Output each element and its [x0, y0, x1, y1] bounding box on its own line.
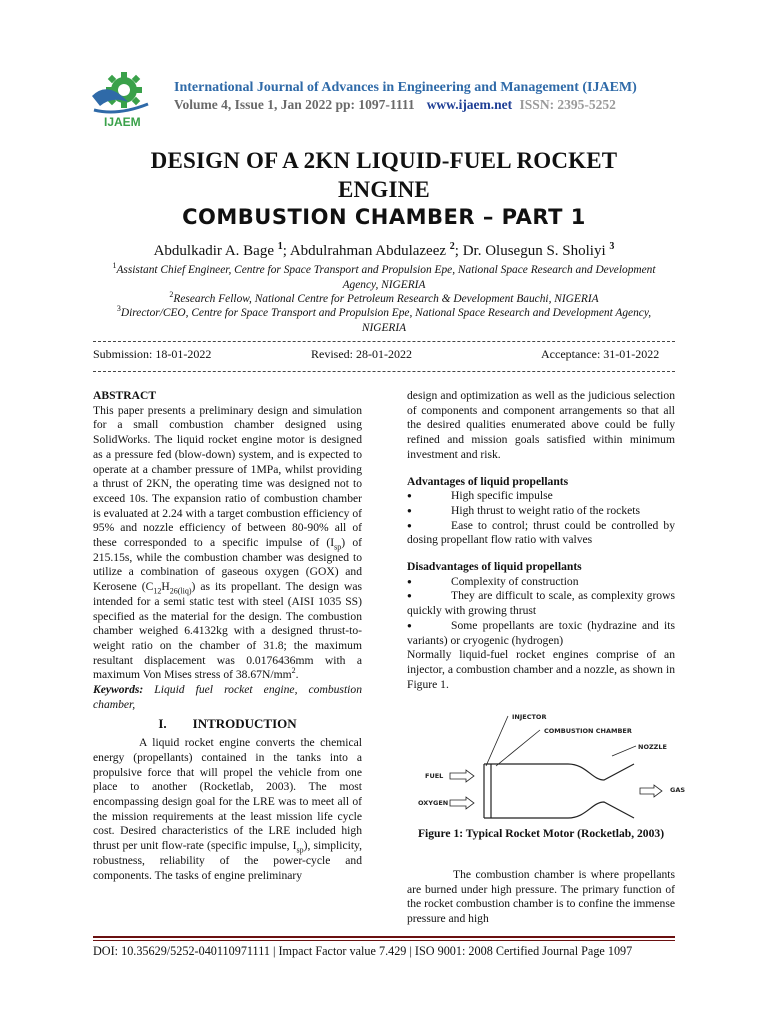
nozzle-label: NOZZLE	[638, 743, 667, 751]
affiliation-1-mark: 1	[112, 261, 117, 271]
list-item-text: They are difficult to scale, as complexity grows quickly with growing thrust	[407, 589, 675, 618]
fuel-label: FUEL	[425, 772, 444, 780]
footer-divider	[93, 936, 675, 938]
author-2: ; Abdulrahman Abdulazeez	[282, 243, 447, 259]
author-1-mark: 1	[277, 241, 283, 252]
paragraph: design and optimization as well as the judicious selection of components and component arrangements so that all the desired qualities enumerated above could be fully refined and mission goals satisfied within minimum investment and risk.	[407, 389, 675, 461]
abstract-heading: ABSTRACT	[93, 389, 157, 402]
list-item	[407, 575, 675, 590]
isp-subscript: sp	[296, 845, 304, 855]
bullet-icon	[407, 575, 451, 590]
left-column	[93, 389, 362, 883]
ijaem-logo	[88, 66, 154, 128]
footer-divider	[93, 940, 675, 941]
abstract-text-3: ) as its propellant. The design was intended for a semi static test with steel (AISI 1035 SS) specified as the material for the design. The combustion chamber weighed 6.4132kg with a designed thrust-to-weight ratio on the chamber of 31.8; the maximum resultant displacement was 0.0176436mm with a maximum Von Mises stress of 38.67N/mm	[93, 580, 362, 682]
abstract-text-4: .	[295, 668, 299, 682]
dashed-divider	[93, 371, 675, 372]
logo-text: IJAEM	[104, 115, 141, 129]
bullet-icon	[407, 619, 451, 634]
journal-website-link[interactable]: www.ijaem.net	[426, 97, 513, 112]
abstract-text-2: ) of 215.15s, while the combustion chamber was designed to utilize a combination of gaseous oxygen (GOX) and Kerosene (C	[93, 536, 362, 594]
keywords-label: Keywords:	[93, 683, 144, 697]
list-item	[407, 504, 675, 519]
author-2-mark: 2	[449, 241, 455, 252]
keywords	[93, 683, 362, 712]
author-3-mark: 3	[609, 241, 615, 252]
bullet-wrap	[407, 589, 451, 604]
abstract-text-1: This paper presents a preliminary design and simulation for a small combustion chamber designed using SolidWorks. The liquid rocket engine motor is designed as a pressure fed (blow-down) system, and is expected to operate at a chamber pressure of 1MPa, whilst providing a thrust of 2KN, the operating time was designed not to exceed 10s. The expansion ratio of combustion chamber is evaluated at 2.24 with a target combustion efficiency of 95% and nozzle efficiency of between 80-90% all of these corresponded to a specific impulse of (I	[93, 403, 362, 550]
advantages-heading: Advantages of liquid propellants	[407, 474, 569, 488]
list-item-text: High thrust to weight ratio of the rockets	[451, 503, 641, 517]
authors	[0, 243, 768, 260]
list-item-text: High specific impulse	[451, 489, 553, 503]
section-number: I.	[158, 716, 167, 732]
injector-label: INJECTOR	[512, 713, 547, 721]
hydrogen-symbol: H	[161, 580, 170, 594]
affiliation-1	[96, 263, 672, 293]
bullet-icon	[407, 589, 451, 604]
affiliation-2	[96, 292, 672, 307]
rocket-motor-figure	[408, 706, 686, 824]
affiliation-3-text: Director/CEO, Centre for Space Transport and Propulsion Epe, National Space Research and Development Agency, NIGERIA	[120, 307, 652, 334]
submission-date: Submission: 18-01-2022	[93, 347, 212, 361]
introduction-body	[93, 736, 362, 883]
oxygen-label: OXYGEN	[418, 799, 449, 807]
abstract-body	[93, 404, 362, 683]
list-item-text: Some propellants are toxic (hydrazine and its variants) or cryogenic (hydrogen)	[407, 618, 675, 647]
keywords-text: Liquid fuel rocket engine, combustion chamber,	[93, 683, 362, 711]
dashed-divider	[93, 341, 675, 342]
introduction-heading	[93, 717, 362, 732]
journal-volume-line	[174, 97, 616, 113]
footer-text: DOI: 10.35629/5252-040110971111 | Impact Factor value 7.429 | ISO 9001: 2008 Certified Journal Page 1097	[93, 944, 633, 958]
paragraph: The combustion chamber is where propellants are burned under high pressure. The primary function of the rocket combustion chamber is to confine the immense pressure and high	[407, 868, 675, 926]
isp-subscript: sp	[334, 542, 342, 552]
combustion-chamber-label: COMBUSTION CHAMBER	[544, 727, 632, 735]
journal-title: International Journal of Advances in Engineering and Management (IJAEM)	[174, 80, 637, 95]
gas-label: GAS	[670, 786, 686, 794]
bullet-wrap	[407, 519, 451, 534]
author-3: ; Dr. Olusegun S. Sholiyi	[454, 243, 606, 259]
affiliation-3-mark: 3	[116, 304, 121, 314]
paper-subtitle: COMBUSTION CHAMBER – PART 1	[182, 205, 586, 229]
paper-title	[0, 146, 768, 204]
paragraph: Normally liquid-fuel rocket engines comprise of an injector, a combustion chamber and a nozzle, as shown in Figure 1.	[407, 648, 675, 691]
hydrogen-subscript: 26(liq)	[169, 586, 192, 596]
issn: ISSN: 2395-5252	[519, 97, 616, 112]
section-title: INTRODUCTION	[192, 716, 297, 732]
title-line-1: DESIGN OF A 2KN LIQUID-FUEL ROCKET	[150, 148, 618, 173]
list-item-text: Ease to control; thrust could be controlled by dosing propellant flow ratio with valves	[407, 518, 675, 547]
list-item	[407, 489, 675, 504]
leader-lines	[486, 716, 636, 766]
chamber-outline	[484, 764, 634, 818]
bullet-wrap	[407, 619, 451, 634]
right-column	[407, 389, 675, 692]
bullet-icon	[407, 519, 451, 534]
revised-date: Revised: 28-01-2022	[311, 347, 412, 361]
carbon-subscript: 12	[153, 586, 162, 596]
squared-superscript: 2	[291, 666, 296, 676]
list-item	[407, 519, 675, 548]
affiliation-3	[96, 306, 672, 336]
list-item-text: Complexity of construction	[451, 574, 579, 588]
bullet-icon	[407, 504, 451, 519]
intro-text-1: A liquid rocket engine converts the chemical energy (propellants) contained in the tanks into a propulsive force that will propel the vehicle from one place to another (Rocketlab, 2003). The most encompassing design goal for the LRE was to meet all of the mission requirements at the least mission life cycle cost. Desired characteristics of the LRE included high thrust per unit flow-rate (specific impulse, I	[93, 736, 362, 853]
affiliation-2-mark: 2	[169, 290, 174, 300]
acceptance-date: Acceptance: 31-01-2022	[541, 347, 660, 361]
volume-info: Volume 4, Issue 1, Jan 2022 pp: 1097-1111	[174, 97, 415, 112]
list-item	[407, 619, 675, 648]
author-1: Abdulkadir A. Bage	[153, 243, 274, 259]
affiliation-1-text: Assistant Chief Engineer, Centre for Space Transport and Propulsion Epe, National Space Research and Development Agency, NIGERIA	[116, 264, 656, 291]
list-item	[407, 589, 675, 618]
intro-text-2: ), simplicity, robustness, reliability of the power-cycle and components. The tasks of engine preliminary	[93, 839, 362, 882]
figure-caption: Figure 1: Typical Rocket Motor (Rocketlab, 2003)	[417, 827, 665, 840]
flow-arrows	[450, 770, 662, 809]
bullet-icon	[407, 489, 451, 504]
affiliation-2-text: Research Fellow, National Centre for Petroleum Research & Development Bauchi, NIGERIA	[173, 293, 599, 305]
title-line-2: ENGINE	[338, 177, 430, 202]
disadvantages-heading: Disadvantages of liquid propellants	[407, 560, 582, 574]
